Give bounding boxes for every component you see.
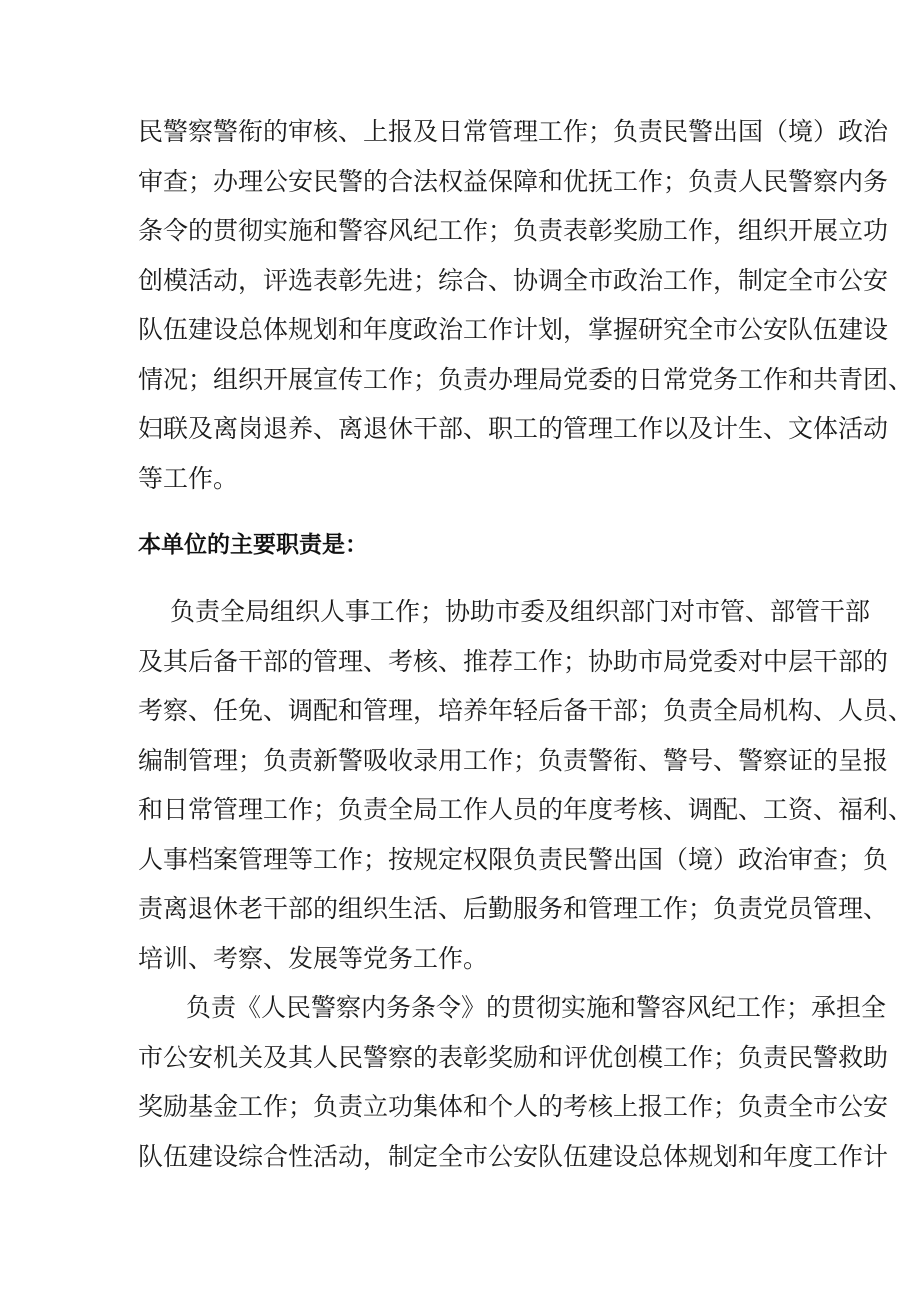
paragraph-1-line: 审查；办理公安民警的合法权益保障和优抚工作；负责人民警察内务 <box>138 167 889 196</box>
paragraph-1-line: 妇联及离岗退养、离退休干部、职工的管理工作以及计生、文体活动 <box>138 414 889 443</box>
paragraph-1-line: 民警察警衔的审核、上报及日常管理工作；负责民警出国（境）政治 <box>138 117 889 146</box>
paragraph-2-line: 和日常管理工作；负责全局工作人员的年度考核、调配、工资、福利、 <box>138 795 914 824</box>
paragraph-1-line: 条令的贯彻实施和警容风纪工作；负责表彰奖励工作，组织开展立功 <box>138 216 889 245</box>
paragraph-3-line: 负责《人民警察内务条令》的贯彻实施和警容风纪工作；承担全 <box>186 993 887 1022</box>
paragraph-2-line: 培训、考察、发展等党务工作。 <box>138 944 489 973</box>
paragraph-2-line: 人事档案管理等工作；按规定权限负责民警出国（境）政治审查；负 <box>138 845 889 874</box>
paragraph-3-line: 奖励基金工作；负责立功集体和个人的考核上报工作；负责全市公安 <box>138 1092 889 1121</box>
paragraph-2-line: 及其后备干部的管理、考核、推荐工作；协助市局党委对中层干部的 <box>138 647 889 676</box>
paragraph-1-line: 队伍建设总体规划和年度政治工作计划，掌握研究全市公安队伍建设 <box>138 315 889 344</box>
paragraph-2-line: 编制管理；负责新警吸收录用工作；负责警衔、警号、警察证的呈报 <box>138 746 889 775</box>
paragraph-1-line: 情况；组织开展宣传工作；负责办理局党委的日常党务工作和共青团、 <box>138 365 914 394</box>
paragraph-2-line: 考察、任免、调配和管理，培养年轻后备干部；负责全局机构、人员、 <box>138 696 914 725</box>
paragraph-3-line: 队伍建设综合性活动，制定全市公安队伍建设总体规划和年度工作计 <box>138 1142 889 1171</box>
paragraph-3-line: 市公安机关及其人民警察的表彰奖励和评优创模工作；负责民警救助 <box>138 1043 889 1072</box>
section-heading: 本单位的主要职责是： <box>138 532 368 558</box>
paragraph-1-line: 创模活动，评选表彰先进；综合、协调全市政治工作，制定全市公安 <box>138 266 889 295</box>
paragraph-1-line: 等工作。 <box>138 464 239 493</box>
paragraph-2-line: 负责全局组织人事工作；协助市委及组织部门对市管、部管干部 <box>170 597 871 626</box>
paragraph-2-line: 责离退休老干部的组织生活、后勤服务和管理工作；负责党员管理、 <box>138 894 889 923</box>
